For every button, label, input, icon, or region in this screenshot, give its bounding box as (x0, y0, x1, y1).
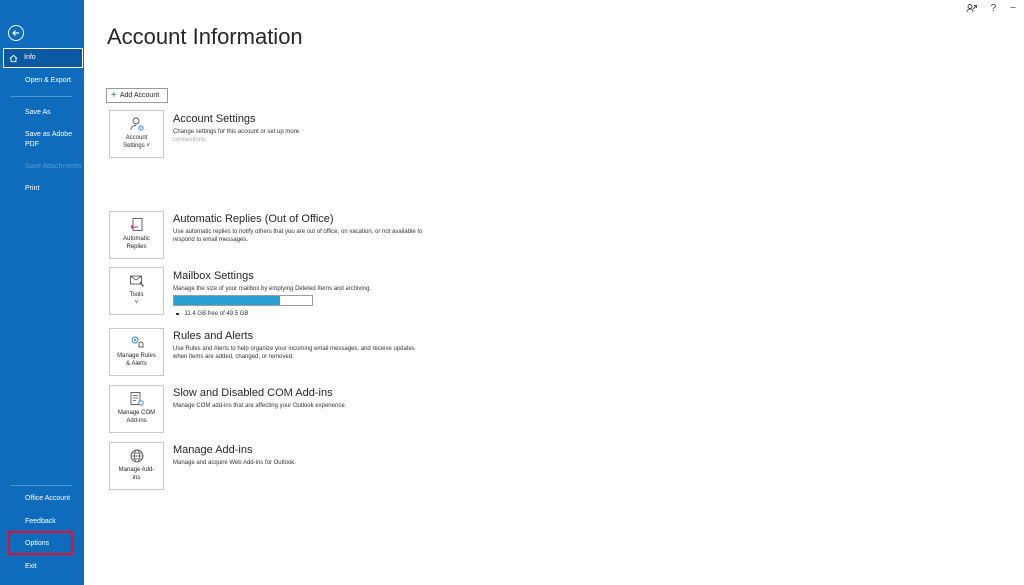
automatic-replies-tile-label: Automatic (123, 236, 150, 242)
com-addins-title: Slow and Disabled COM Add-ins (173, 387, 333, 399)
backstage-sidebar (0, 0, 84, 585)
mailbox-settings-section (173, 270, 423, 293)
nav-divider (10, 96, 72, 97)
mailbox-settings-title: Mailbox Settings (173, 270, 254, 282)
mailbox-quota-bar (173, 295, 313, 306)
addins-tile-label: Manage Add- (118, 467, 155, 473)
rules-alerts-section (173, 330, 423, 361)
rules-alerts-title: Rules and Alerts (173, 330, 254, 342)
mailbox-tools-button[interactable] (109, 267, 164, 315)
manage-rules-alerts-button[interactable] (109, 328, 164, 376)
com-addins-icon (129, 391, 145, 407)
com-addins-section (173, 387, 423, 410)
automatic-replies-desc: Use automatic replies to notify others that you are out of office, on vacation, or not available to respond to email messages. (173, 229, 423, 243)
nav-office-account[interactable] (0, 494, 84, 504)
nav-print[interactable] (0, 184, 84, 194)
nav-save-as-label: Save As (25, 109, 51, 116)
account-settings-desc-2: connections. (173, 137, 207, 143)
manage-addins-button[interactable] (109, 442, 164, 490)
nav-info-label: Info (24, 54, 36, 61)
page-title: Account Information (107, 24, 303, 49)
manage-addins-desc: Manage and acquire Web Add-ins for Outlook. (173, 460, 296, 466)
add-account-label: Add Account (119, 92, 160, 99)
manage-com-addins-button[interactable] (109, 385, 164, 433)
manage-addins-title: Manage Add-ins (173, 444, 253, 456)
account-settings-icon (129, 116, 145, 132)
account-settings-button[interactable] (109, 110, 164, 158)
mailbox-settings-desc: Manage the size of your mailbox by emptying Deleted Items and archiving. (173, 286, 372, 292)
window-controls (966, 3, 1016, 14)
bullet-icon (176, 313, 179, 316)
nav-save-as[interactable] (0, 108, 84, 118)
back-arrow-icon[interactable] (8, 25, 24, 41)
add-account-button[interactable] (106, 88, 168, 103)
account-settings-desc: Change settings for this account or set up more (173, 129, 300, 135)
account-settings-tile-label: Account (125, 135, 148, 141)
nav-open-export[interactable] (0, 76, 84, 86)
globe-icon (129, 448, 145, 464)
automatic-replies-button[interactable] (109, 211, 164, 259)
account-settings-title: Account Settings (173, 113, 256, 125)
com-addins-tile-label-2: Add-ins (126, 418, 147, 424)
nav-save-adobe-pdf[interactable] (0, 130, 84, 150)
rules-tile-label-2: & Alerts (126, 361, 147, 367)
nav-feedback-label: Feedback (25, 518, 56, 525)
rules-alerts-icon (129, 334, 145, 350)
account-settings-tile-label-2: Settings ˅ (123, 143, 150, 149)
help-button[interactable]: ? (990, 3, 997, 14)
mailbox-tools-icon (129, 273, 145, 289)
nav-info[interactable] (3, 48, 83, 68)
nav-open-export-label: Open & Export (25, 77, 71, 84)
mailbox-quota-fill (174, 296, 280, 305)
nav-print-label: Print (25, 185, 40, 192)
addins-tile-label-2: ins (132, 475, 141, 481)
mailbox-tools-tile-chevron: ˅ (134, 300, 139, 306)
home-icon (9, 54, 18, 63)
mailbox-quota (176, 311, 248, 317)
nav-office-account-label: Office Account (25, 495, 71, 502)
automatic-replies-icon (129, 217, 145, 233)
com-addins-tile-label: Manage COM (117, 410, 156, 416)
rules-alerts-desc: Use Rules and Alerts to help organize your incoming email messages, and receive updates when items are added, changed, or removed. (173, 346, 415, 360)
rules-tile-label: Manage Rules (117, 353, 156, 359)
nav-save-attachments (0, 162, 84, 172)
minimize-button[interactable]: − (1010, 3, 1016, 14)
coauthoring-icon[interactable] (966, 3, 977, 14)
automatic-replies-section (173, 213, 423, 244)
nav-feedback[interactable] (0, 517, 84, 527)
manage-addins-section (173, 444, 423, 467)
automatic-replies-tile-label-2: Replies (126, 244, 147, 250)
options-highlight-box (8, 531, 73, 555)
plus-icon: + (111, 89, 117, 101)
nav-save-attachments-label: Save Attachments (25, 163, 82, 170)
account-settings-section (173, 113, 423, 144)
com-addins-desc: Manage COM add-ins that are affecting your Outlook experience. (173, 403, 347, 409)
nav-exit-label: Exit (25, 563, 37, 570)
nav-options-label: Options (25, 540, 50, 547)
nav-divider-bottom (10, 485, 72, 486)
mailbox-tools-tile-label: Tools (129, 292, 144, 298)
nav-save-adobe-pdf-label: Save as Adobe PDF (25, 131, 73, 148)
nav-exit[interactable] (0, 562, 84, 572)
mailbox-quota-text: 11.4 GB free of 49.5 GB (184, 311, 249, 317)
automatic-replies-title: Automatic Replies (Out of Office) (173, 213, 334, 225)
